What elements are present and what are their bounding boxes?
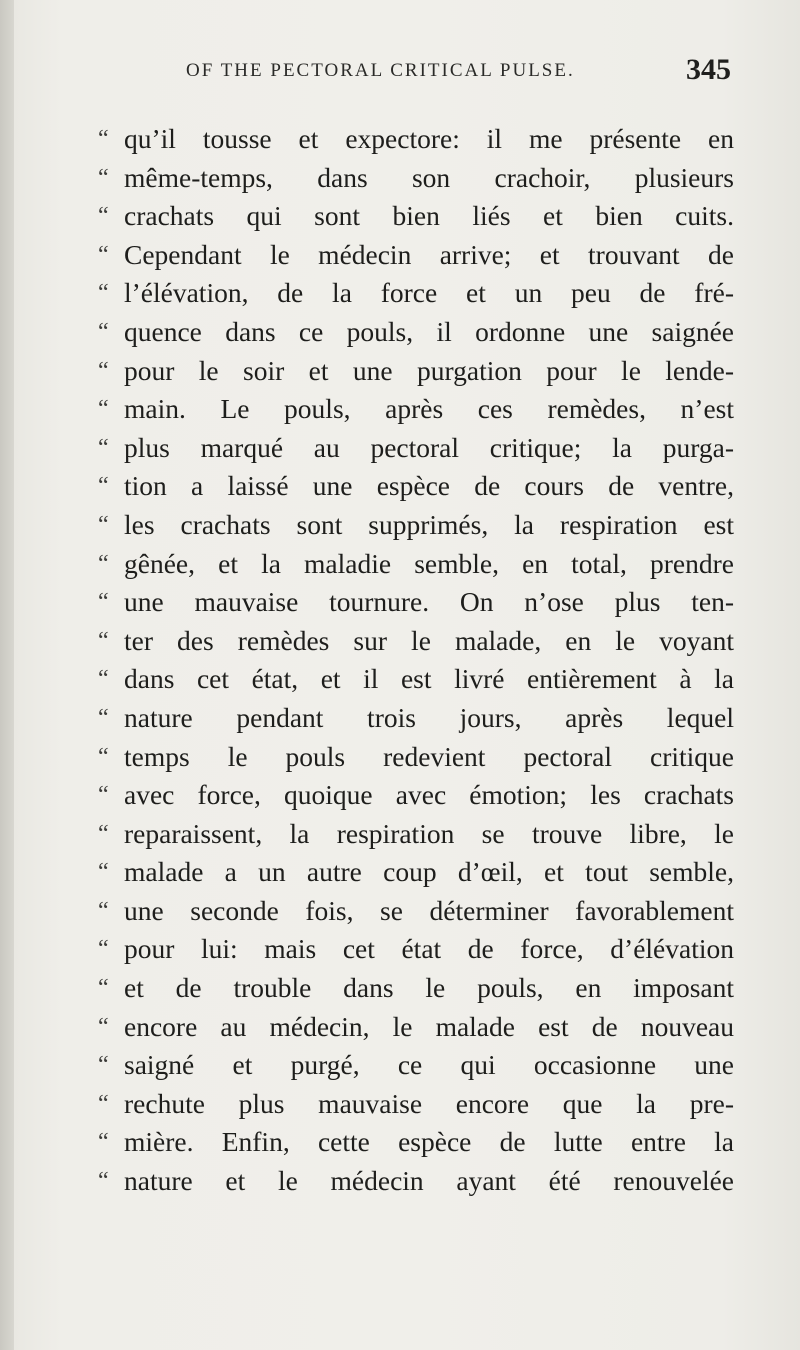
quote-mark: “ [98,434,109,461]
quote-mark: “ [98,357,109,384]
line-text: plus marqué au pectoral critique; la purga- [124,431,734,463]
text-line [98,892,734,931]
line-text: pour lui: mais cet état de force, d’élévation [124,933,734,965]
line-text: malade a un autre coup d’œil, et tout semble, [124,856,734,888]
line-text: une seconde fois, se déterminer favorablement [124,894,734,926]
quote-mark: “ [98,1129,109,1156]
text-line [98,815,734,854]
running-head: OF THE PECTORAL CRITICAL PULSE. [186,60,575,81]
quote-mark: “ [98,280,109,307]
text-line [98,853,734,892]
line-text: même-temps, dans son crachoir, plusieurs [124,161,734,193]
quote-mark: “ [98,1052,109,1079]
page-number: 345 [686,53,731,86]
line-text: pour le soir et une purgation pour le lende- [124,354,734,386]
text-line [98,313,734,352]
text-line [98,699,734,738]
line-text: avec force, quoique avec émotion; les crachats [124,779,734,811]
quote-mark: “ [98,473,109,500]
book-page [14,0,800,1350]
line-text: gênée, et la maladie semble, en total, prendre [124,547,734,579]
line-text: tion a laissé une espèce de cours de ventre, [124,470,734,502]
text-line [98,1008,734,1047]
quote-mark: “ [98,666,109,693]
text-line [98,352,734,391]
text-line [98,1046,734,1085]
quote-mark: “ [98,936,109,963]
line-text: l’élévation, de la force et un peu de fré- [124,277,734,309]
quote-mark: “ [98,975,109,1002]
quote-mark: “ [98,859,109,886]
text-line [98,159,734,198]
line-text: une mauvaise tournure. On n’ose plus ten- [124,586,734,618]
text-line [98,1085,734,1124]
quote-mark: “ [98,743,109,770]
quote-mark: “ [98,1168,109,1195]
quote-mark: “ [98,164,109,191]
line-text: qu’il tousse et expectore: il me présente en [124,123,734,154]
quote-mark: “ [98,241,109,268]
quote-mark: “ [98,897,109,924]
quote-mark: “ [98,1013,109,1040]
text-line [98,930,734,969]
quote-mark: “ [98,203,109,230]
line-text: rechute plus mauvaise encore que la pre- [124,1087,734,1119]
quote-mark: “ [98,1090,109,1117]
text-line [98,1123,734,1162]
text-line [98,390,734,429]
quote-mark: “ [98,511,109,538]
quote-mark: “ [98,126,109,152]
text-line [98,236,734,275]
text-line [98,274,734,313]
quote-mark: “ [98,782,109,809]
line-text: nature pendant trois jours, après lequel [124,701,734,733]
quote-mark: “ [98,627,109,654]
page-edge [0,0,14,1350]
line-text: nature et le médecin ayant été renouvelée [124,1165,734,1197]
text-line [98,583,734,622]
text-line [98,429,734,468]
line-text: reparaissent, la respiration se trouve libre, le [124,817,734,849]
text-line [98,776,734,815]
line-text: mière. Enfin, cette espèce de lutte entre la [124,1126,734,1158]
text-line [98,545,734,584]
line-text: et de trouble dans le pouls, en imposant [124,972,734,1004]
quote-mark: “ [98,396,109,423]
line-text: Cependant le médecin arrive; et trouvant de [124,238,734,270]
text-line [98,506,734,545]
line-text: les crachats sont supprimés, la respiration est [124,508,734,540]
line-text: ter des remèdes sur le malade, en le voyant [124,624,734,656]
quote-mark: “ [98,820,109,847]
quote-mark: “ [98,318,109,345]
text-line [98,197,734,236]
quote-mark: “ [98,550,109,577]
line-text: dans cet état, et il est livré entièrement à la [124,663,734,695]
text-line [98,467,734,506]
line-text: saigné et purgé, ce qui occasionne une [124,1049,734,1081]
quote-mark: “ [98,589,109,616]
line-text: main. Le pouls, après ces remèdes, n’est [124,393,734,425]
body-text [98,120,734,1201]
text-line [98,622,734,661]
text-line [98,1162,734,1201]
text-line [98,120,734,159]
line-text: quence dans ce pouls, il ordonne une saignée [124,315,734,347]
text-line [98,969,734,1008]
line-text: temps le pouls redevient pectoral critique [124,740,734,772]
line-text: encore au médecin, le malade est de nouveau [124,1010,734,1042]
text-line [98,738,734,777]
text-line [98,660,734,699]
line-text: crachats qui sont bien liés et bien cuits. [124,200,734,232]
quote-mark: “ [98,704,109,731]
